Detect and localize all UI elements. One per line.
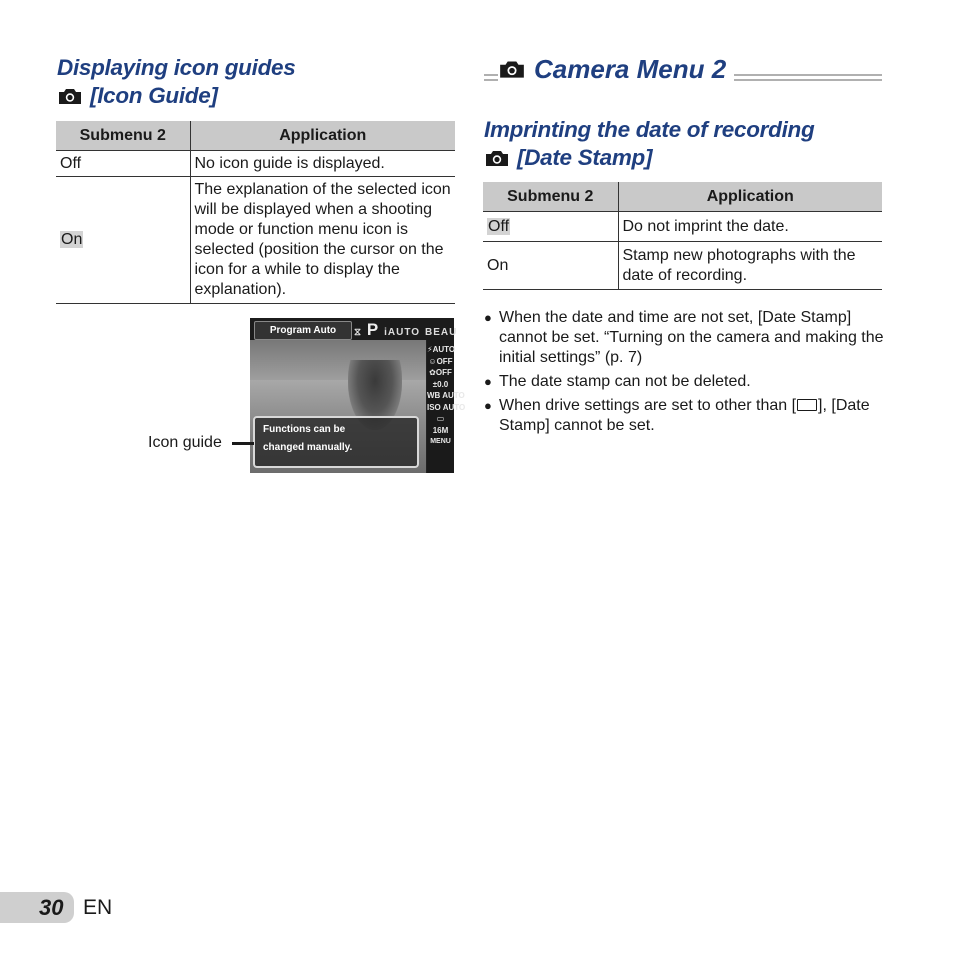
table-cell-submenu xyxy=(56,151,190,177)
table-cell-application: No icon guide is displayed. xyxy=(190,151,455,177)
table-cell-submenu xyxy=(483,242,618,290)
table-cell-application: Do not imprint the date. xyxy=(618,212,882,242)
table-header-row xyxy=(483,182,882,212)
list-item: ● When the date and time are not set, [Date Stamp] cannot be set. “Turning on the camera and making the initial settings” (p. 7) xyxy=(484,308,884,368)
shooting-mode-label: Program Auto xyxy=(254,321,352,340)
date-stamp-heading-line2: [Date Stamp] xyxy=(517,145,653,170)
table-cell-application: Stamp new photographs with the date of recording. xyxy=(618,242,882,290)
table-row xyxy=(483,212,882,242)
mode-icons xyxy=(354,320,457,340)
table-cell-submenu xyxy=(483,212,618,242)
icon-guide-text-line2: changed manually. xyxy=(263,442,353,453)
date-stamp-heading-line1: Imprinting the date of recording xyxy=(484,117,815,142)
iso-icon: ISO AUTO xyxy=(427,402,466,412)
icon-guide-heading xyxy=(57,54,457,110)
icon-guide-box xyxy=(253,416,419,468)
table-header-application: Application xyxy=(190,121,455,151)
camera-menu-title xyxy=(498,54,734,84)
image-size-icon: 16M xyxy=(432,425,449,435)
option-off: Off xyxy=(488,217,510,235)
iauto-mode-icon: iAUTO xyxy=(384,327,421,338)
option-on: On xyxy=(61,231,83,248)
icon-guide-text-line1: Functions can be xyxy=(263,424,346,435)
menu-icon: MENU xyxy=(430,438,451,445)
face-detect-icon: ☺OFF xyxy=(428,356,453,366)
table-header-row xyxy=(56,121,455,151)
option-on: On xyxy=(487,256,509,274)
camera-icon xyxy=(484,148,510,168)
table-header-submenu: Submenu 2 xyxy=(483,182,618,212)
list-item: ● When drive settings are set to other than [ ], [Date Stamp] cannot be set. xyxy=(484,396,884,436)
beauty-mode-icon: BEAU xyxy=(424,327,458,338)
option-off: Off xyxy=(60,154,82,172)
table-row xyxy=(56,177,455,304)
icon-guide-table xyxy=(56,121,455,304)
camera-menu-title-bar xyxy=(484,54,882,84)
camera-icon xyxy=(57,86,83,106)
date-stamp-table xyxy=(483,182,882,290)
icon-guide-heading-line2: [Icon Guide] xyxy=(90,83,218,108)
icon-guide-callout-label: Icon guide xyxy=(148,434,222,451)
camera-screen-illustration xyxy=(250,318,466,473)
list-item: ● The date stamp can not be deleted. xyxy=(484,372,884,392)
white-balance-icon: WB AUTO xyxy=(427,391,465,400)
icon-guide-heading-line1: Displaying icon guides xyxy=(57,55,296,80)
table-header-application: Application xyxy=(618,182,882,212)
table-row xyxy=(483,242,882,290)
table-row xyxy=(56,151,455,177)
drive-single-icon: ▭ xyxy=(436,414,445,423)
camera-icon xyxy=(498,58,526,80)
language-code: EN xyxy=(83,896,113,919)
flash-icon: ⚡AUTO xyxy=(427,345,456,354)
bracket-icon: ⧖ xyxy=(354,327,363,338)
date-stamp-heading xyxy=(484,116,882,172)
table-cell-submenu xyxy=(56,177,190,304)
exposure-compensation-icon: ±0.0 xyxy=(432,379,449,389)
table-cell-application: The explanation of the selected icon will be displayed when a shooting mode or function menu icon is selected (position the cursor on the icon for a while to display the explanation). xyxy=(190,177,455,304)
function-menu-column xyxy=(427,340,466,473)
program-mode-icon: P xyxy=(366,320,380,339)
icon-guide-callout-line xyxy=(232,442,254,445)
page-number: 30 xyxy=(39,895,64,920)
table-header-submenu: Submenu 2 xyxy=(56,121,190,151)
camera-menu-title-text: Camera Menu 2 xyxy=(534,54,727,84)
single-shot-icon xyxy=(797,399,817,411)
macro-icon: ✿OFF xyxy=(429,368,452,377)
date-stamp-notes xyxy=(484,308,884,440)
